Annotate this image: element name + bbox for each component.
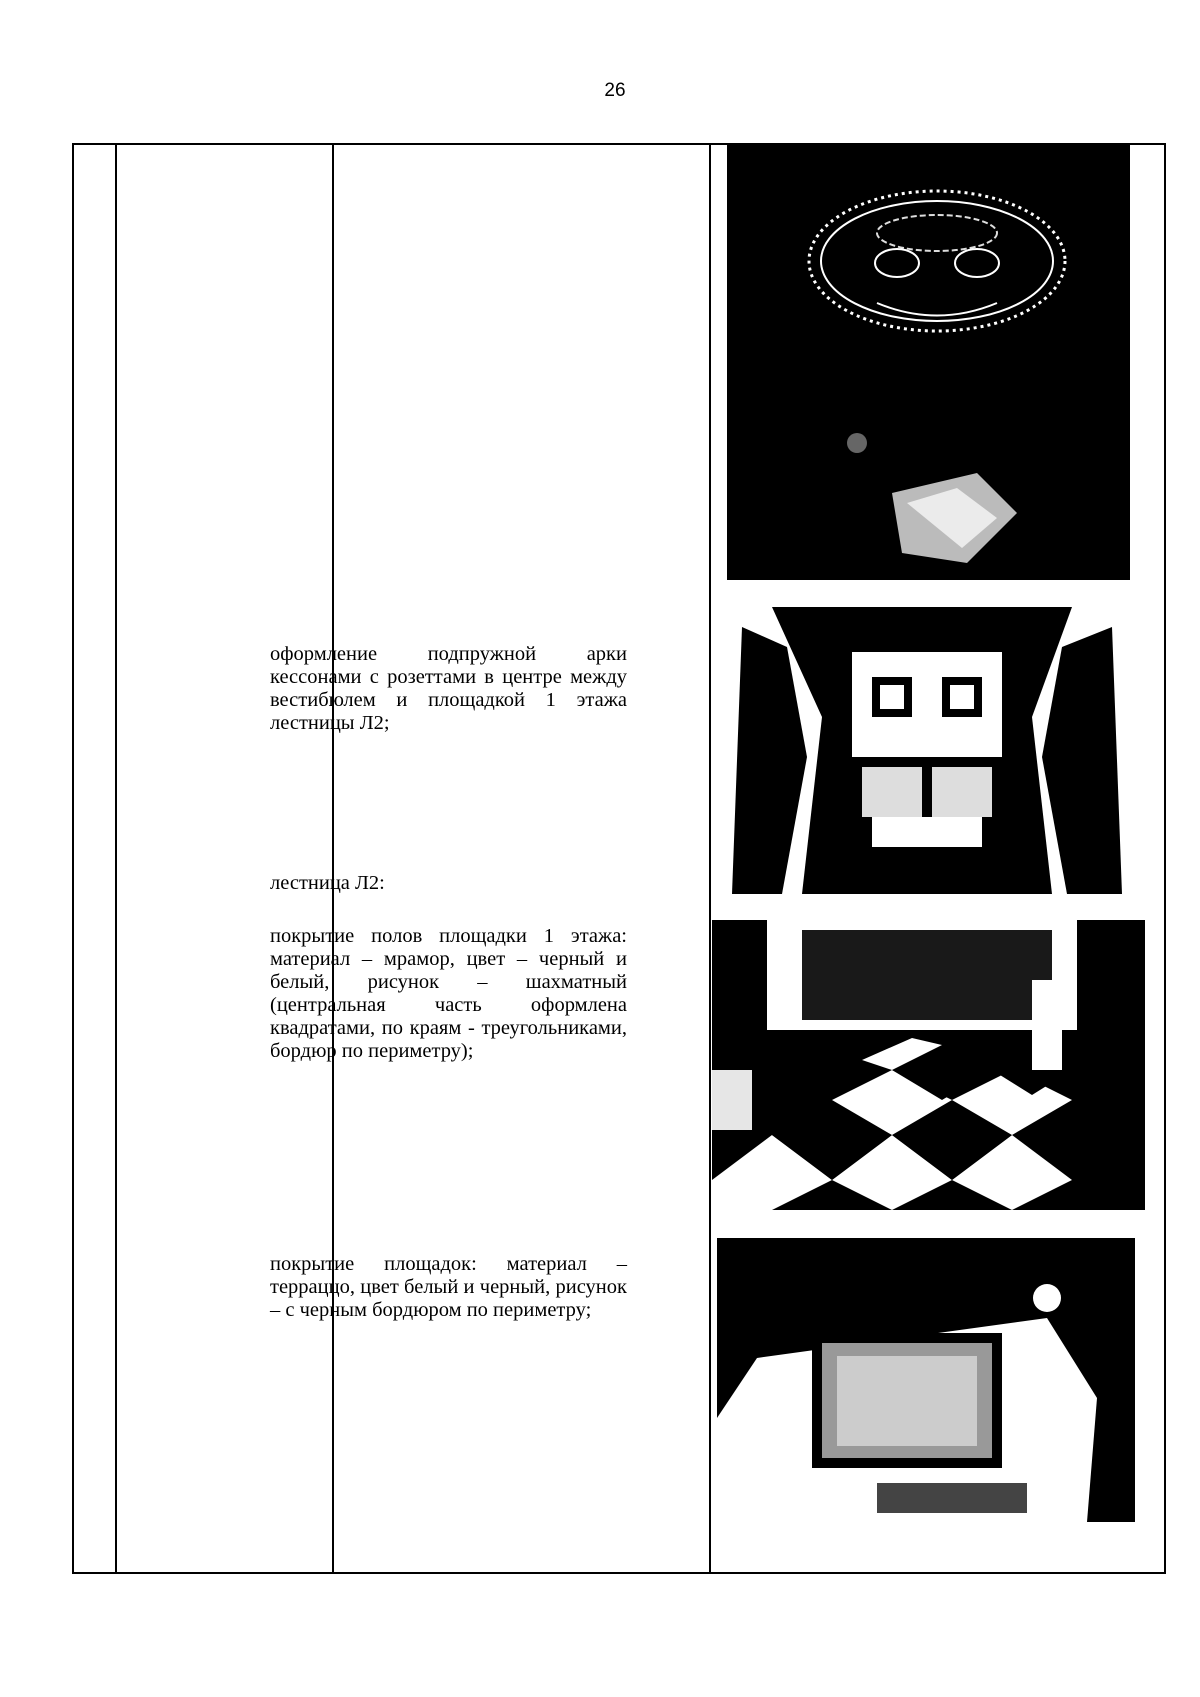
column-divider-3: [709, 145, 711, 1572]
rosette-ceiling-photo: [727, 143, 1130, 580]
column-divider-1: [115, 145, 117, 1572]
page-number: 26: [604, 80, 626, 101]
terrazzo-landing-photo: [717, 1238, 1135, 1522]
stair-heading: лестница Л2:: [270, 872, 385, 894]
arch-description: оформление подпружной арки кессонами с розеттами в центре между вестибюлем и площадкой 1 этажа лестницы Л2;: [270, 643, 627, 734]
ground-floor-description: покрытие полов площадки 1 этажа: материал – мрамор, цвет – черный и белый, рисунок – шахматный (центральная часть оформлена квадратами, по краям - треугольниками, бордюр по периметру);: [270, 925, 627, 1062]
column-divider-2: [332, 145, 334, 1572]
landings-description: покрытие площадок: материал – терраццо, цвет белый и черный, рисунок – с черным бордюром по периметру;: [270, 1253, 627, 1321]
checkerboard-floor-photo: [712, 920, 1145, 1210]
arch-corridor-photo: [712, 607, 1140, 894]
